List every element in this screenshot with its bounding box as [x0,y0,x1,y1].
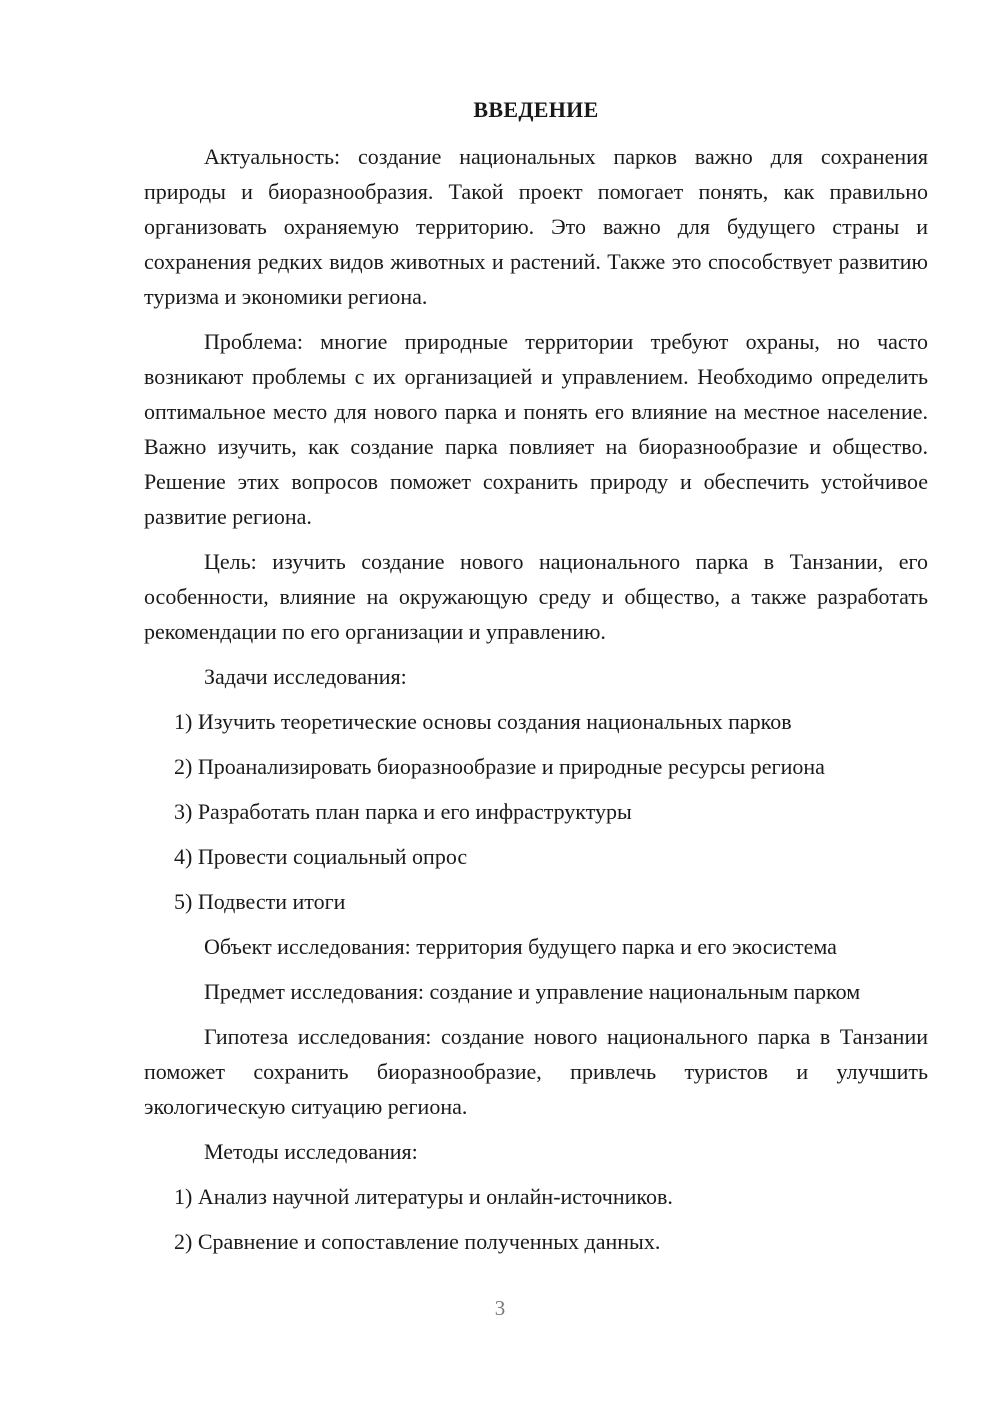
list-item: 1) Изучить теоретические основы создания национальных парков [174,709,792,734]
list-item: 2) Проанализировать биоразнообразие и природные ресурсы региона [174,754,825,779]
relevance-paragraph: Актуальность: создание национальных парков важно для сохранения природы и биоразнообразия. Такой проект помогает понять, как правильно организовать охраняемую территорию. Это важно для будущего страны и сохранения редких видов животных и растений. Также это способствует развитию туризма и экономики региона. [144,144,928,309]
document-page [144,95,928,1269]
tasks-heading: Задачи исследования: [204,664,407,689]
methods-list [144,1179,928,1259]
tasks-list [144,704,928,919]
object-paragraph: Объект исследования: территория будущего парка и его экосистема [204,934,837,959]
hypothesis-paragraph: Гипотеза исследования: создание нового национального парка в Танзании поможет сохранить биоразнообразие, привлечь туристов и улучшить экологическую ситуацию региона. [144,1024,928,1119]
methods-heading: Методы исследования: [204,1139,418,1164]
problem-paragraph: Проблема: многие природные территории требуют охраны, но часто возникают проблемы с их организацией и управлением. Необходимо определить оптимальное место для нового парка и понять его влияние на местное население. Важно изучить, как создание парка повлияет на биоразнообразие и общество. Решение этих вопросов поможет сохранить природу и обеспечить устойчивое развитие региона. [144,329,928,529]
list-item: 4) Провести социальный опрос [174,844,468,869]
list-item: 5) Подвести итоги [174,889,346,914]
goal-paragraph: Цель: изучить создание нового национального парка в Танзании, его особенности, влияние на окружающую среду и общество, а также разработать рекомендации по его организации и управлению. [144,549,928,644]
list-item: 3) Разработать план парка и его инфраструктуры [174,799,632,824]
page-title: ВВЕДЕНИЕ [473,97,599,122]
subject-paragraph: Предмет исследования: создание и управление национальным парком [204,979,861,1004]
list-item: 1) Анализ научной литературы и онлайн-источников. [174,1184,673,1209]
page-number: 3 [494,1296,506,1320]
list-item: 2) Сравнение и сопоставление полученных данных. [174,1229,661,1254]
